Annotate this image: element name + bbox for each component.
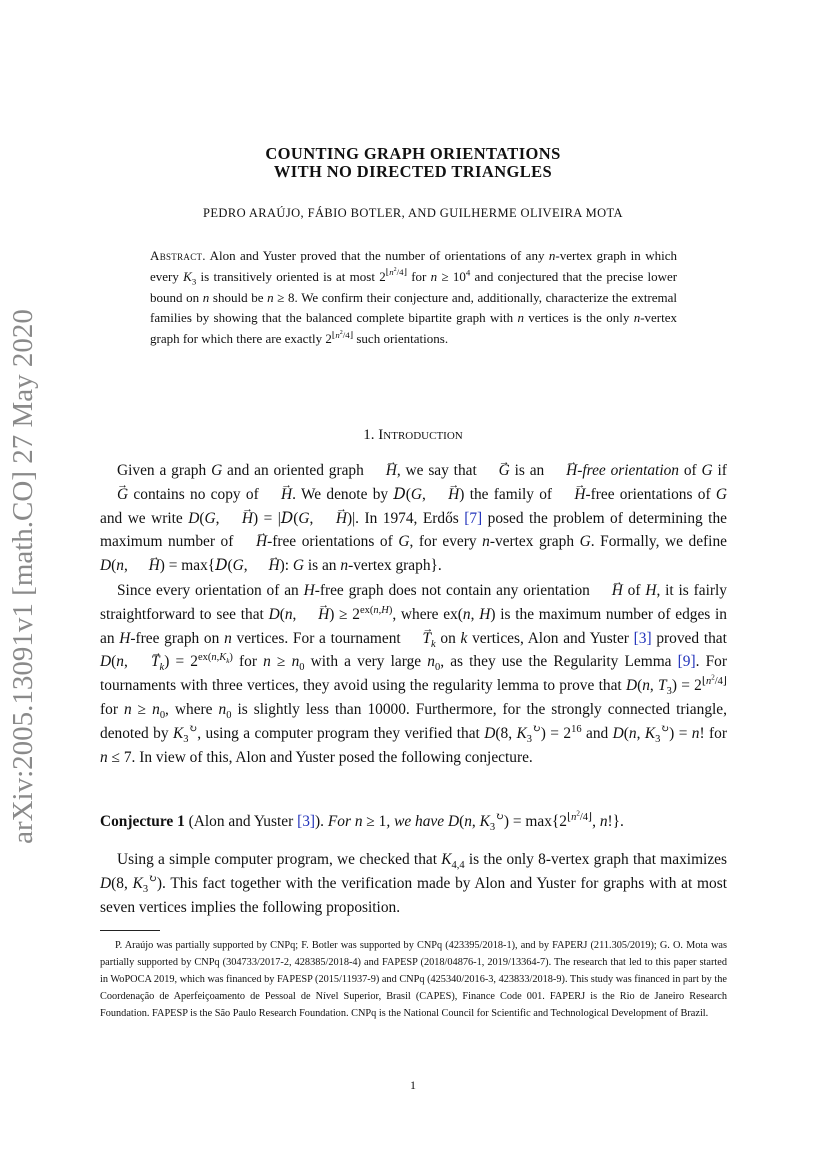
title-line-2: WITH NO DIRECTED TRIANGLES	[273, 162, 553, 181]
intro-paragraph-3: Using a simple computer program, we checked that $K_{4,4}$ is the only 8-vertex graph that maximizes D(8, $K_3^↻$). This fact together with the verification made by Alon and Yuster for graphs with at most seven vertices implies the following proposition.	[100, 851, 727, 916]
section-title: Introduction	[378, 427, 463, 443]
conjecture-label: Conjecture 1	[100, 813, 185, 830]
arxiv-identifier-stamp	[2, 308, 44, 844]
funding-footnote: P. Araújo was partially supported by CNPq; F. Botler was supported by CNPq (423395/2018-1), and by FAPERJ (211.305/2019); G. O. Mota was partially supported by CNPq (304733/2017-2, 428385/2018-4) and FAPESP (2018/04876-1, 2019/13364-7). The research that led to this paper started in WoPOCA 2019, which was financed by FAPESP (2015/11937-9) and CNPq (425340/2016-3, 423833/2018-9). This study was financed in part by the Coordenação de Aperfeiçoamento de Pessoal de Nível Superior, Brasil (CAPES), Finance Code 001. FAPERJ is the Rio de Janeiro Research Foundation. FAPESP is the São Paulo Research Foundation. CNPq is the National Council for Scientific and Technological Development of Brazil.	[100, 940, 727, 1019]
footnote-rule	[100, 930, 160, 931]
intro-paragraph-2: Since every orientation of an H-free graph does not contain any orientation → H of H, it is fairly straightforward to see that D(n, → $H) \ge 2^{ex(n,H)}$, where ex(n, H) is the maximum number of edges in an H-free graph on n vertices. For a tournament → $T_k$ on k vertices, Alon and Yuster [3] proved that D(n, → $T_k) = 2^{ex(n,K_k)}$ for $n \ge n_0$ with a very large $n_0$, as they use the Regularity Lemma [9]. For tournaments with three vertices, they avoid using the regularity lemma to prove that D(n, $T_3) = 2^{⌊n^2/4⌋}$ for $n \ge n_0$, where $n_0$ is slightly less than 10000. Furthermore, for the strongly connected triangle, denoted by $K_3^↻$, using a computer program they verified that D(8, $K_3^↻) = 2^{16}$ and D(n, $K_3^↻) = n$! for n ≤ 7. In view of this, Alon and Yuster posed the following conjecture.	[100, 579, 727, 769]
intro-paragraph-1: Given a graph G and an oriented graph → H, we say that → G is an → H-free orientation of G if → G contains no copy of → H. We denote by D(G, → H) the family of → H-free orientations of G and we write D(G, → H) = |D(G, → H)|. In 1974, Erdős [7] posed the problem of determining the maximum number of → H-free orientations of G, for every n-vertex graph G. Formally, we define D(n, → H) = max{D(G, → H): G is an n-vertex graph}.	[100, 459, 727, 578]
arxiv-identifier-text: arXiv:2005.13091v1 [math.CO] 27 May 2020	[6, 308, 39, 844]
citation-link[interactable]: [3]	[297, 813, 316, 830]
citation-link[interactable]: [7]	[464, 509, 483, 527]
conjecture-1: Conjecture 1 (Alon and Yuster [3]). For n ≥ 1, we have D(n, $K_3^↻) = \max\{2^{⌊n^2/4⌋}$, n!}.	[100, 809, 624, 834]
citation-link[interactable]: [3]	[633, 629, 652, 647]
title-line-1: COUNTING GRAPH ORIENTATIONS	[265, 144, 561, 163]
author-list: PEDRO ARAÚJO, FÁBIO BOTLER, AND GUILHERME OLIVEIRA MOTA	[203, 206, 623, 220]
page-number: 1	[410, 1078, 416, 1092]
abstract-label: Abstract.	[150, 248, 206, 263]
paper-title	[150, 145, 676, 181]
abstract: Abstract. Alon and Yuster proved that the number of orientations of any n-vertex graph in which every $K_3$ is transitively oriented is at most $2^{⌊n^2/4⌋}$ for $n \ge 10^4$ and conjectured that the precise lower bound on n should be n ≥ 8. We confirm their conjecture and, additionally, characterize the extremal families by showing that the balanced complete bipartite graph with n vertices is the only n-vertex graph for which there are exactly $2^{⌊n^2/4⌋}$ such orientations.	[150, 248, 678, 347]
citation-link[interactable]: [9]	[677, 653, 696, 671]
section-heading-introduction	[100, 427, 726, 444]
section-number: 1.	[363, 427, 375, 443]
